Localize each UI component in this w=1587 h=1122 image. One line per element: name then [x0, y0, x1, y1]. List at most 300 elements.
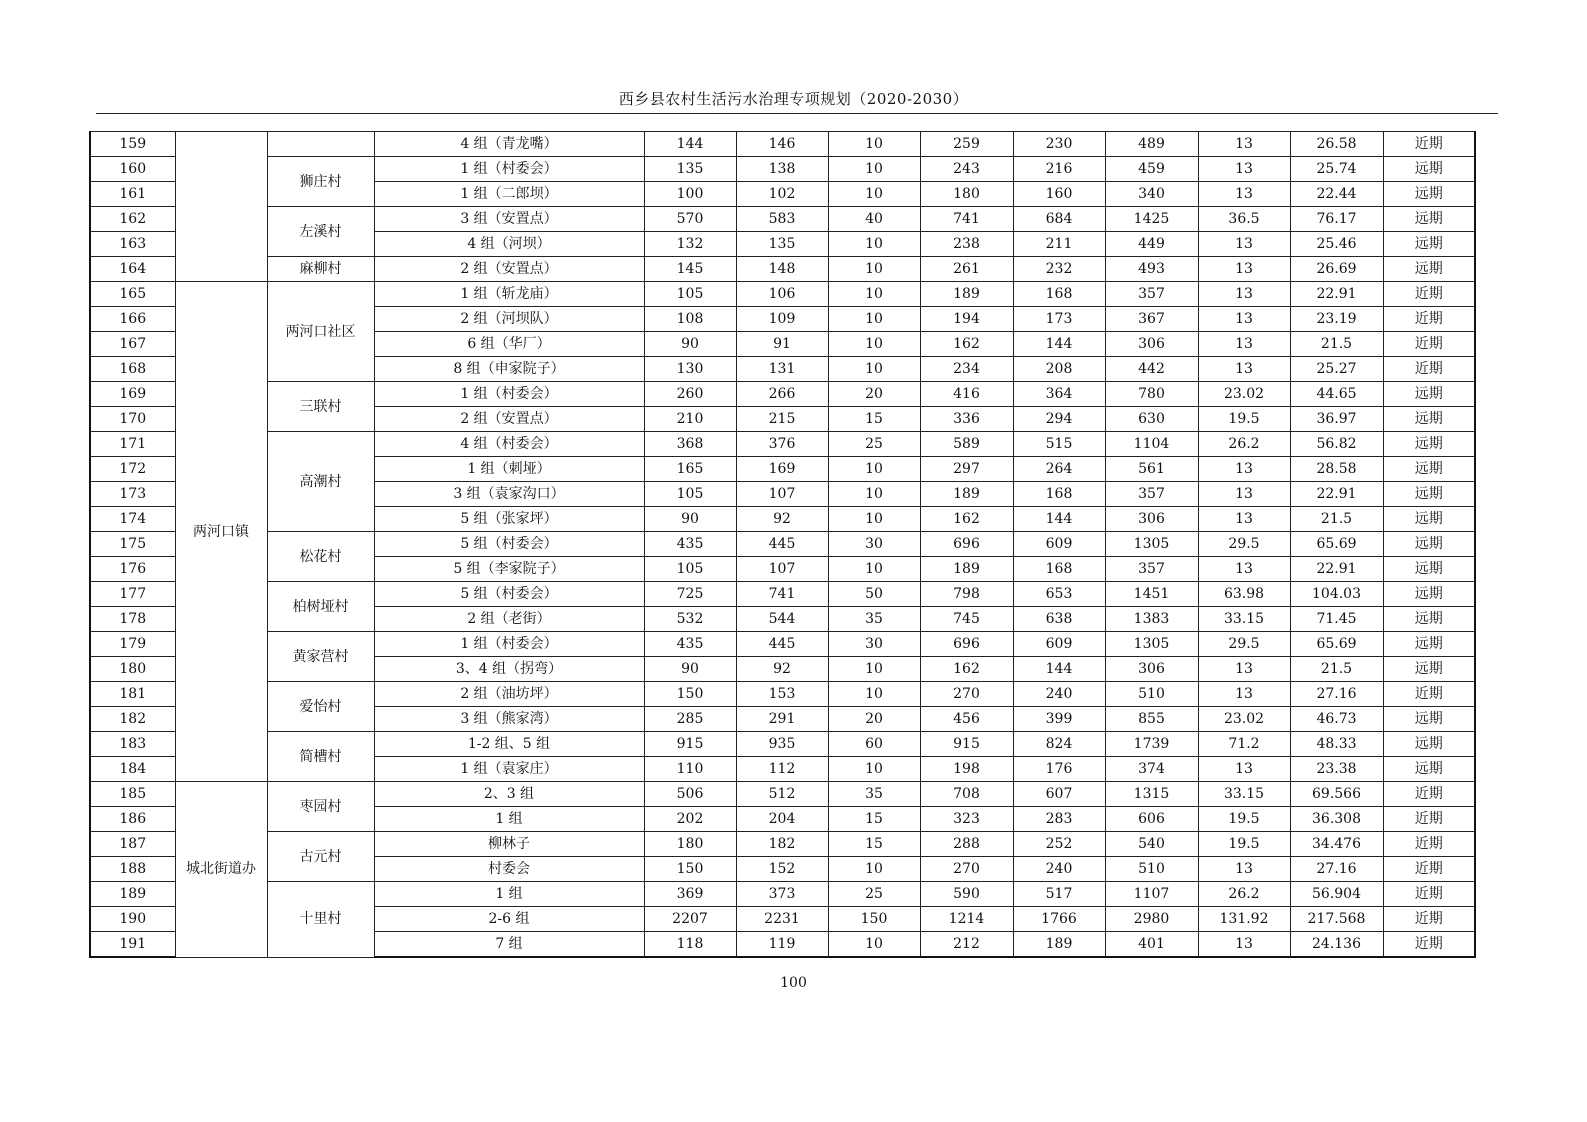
row-number-cell: 185	[90, 782, 175, 807]
value-cell: 132	[644, 232, 736, 257]
table-row	[90, 882, 1475, 907]
value-cell: 368	[644, 432, 736, 457]
value-cell: 107	[736, 482, 828, 507]
value-cell: 23.19	[1290, 307, 1383, 332]
value-cell: 10	[828, 132, 920, 157]
group-cell: 1-2 组、5 组	[374, 732, 644, 757]
value-cell: 22.44	[1290, 182, 1383, 207]
group-cell: 2 组（油坊坪）	[374, 682, 644, 707]
value-cell: 208	[1013, 357, 1105, 382]
value-cell: 266	[736, 382, 828, 407]
value-cell: 340	[1105, 182, 1198, 207]
row-number-cell: 165	[90, 282, 175, 307]
group-cell: 2 组（安置点）	[374, 407, 644, 432]
value-cell: 708	[920, 782, 1013, 807]
row-number-cell: 176	[90, 557, 175, 582]
value-cell: 510	[1105, 682, 1198, 707]
value-cell: 540	[1105, 832, 1198, 857]
value-cell: 512	[736, 782, 828, 807]
value-cell: 10	[828, 257, 920, 282]
value-cell: 162	[920, 507, 1013, 532]
value-cell: 230	[1013, 132, 1105, 157]
term-cell: 远期	[1383, 407, 1475, 432]
term-cell: 远期	[1383, 607, 1475, 632]
group-cell: 1 组（刺垭）	[374, 457, 644, 482]
value-cell: 144	[1013, 657, 1105, 682]
value-cell: 22.91	[1290, 557, 1383, 582]
value-cell: 13	[1198, 257, 1290, 282]
value-cell: 13	[1198, 157, 1290, 182]
value-cell: 13	[1198, 357, 1290, 382]
value-cell: 13	[1198, 232, 1290, 257]
value-cell: 26.2	[1198, 432, 1290, 457]
value-cell: 583	[736, 207, 828, 232]
value-cell: 135	[736, 232, 828, 257]
value-cell: 56.904	[1290, 882, 1383, 907]
value-cell: 173	[1013, 307, 1105, 332]
village-cell: 高潮村	[267, 432, 374, 532]
value-cell: 270	[920, 857, 1013, 882]
value-cell: 109	[736, 307, 828, 332]
village-cell: 三联村	[267, 382, 374, 432]
row-number-cell: 167	[90, 332, 175, 357]
value-cell: 364	[1013, 382, 1105, 407]
value-cell: 1214	[920, 907, 1013, 932]
value-cell: 243	[920, 157, 1013, 182]
value-cell: 138	[736, 157, 828, 182]
value-cell: 23.38	[1290, 757, 1383, 782]
value-cell: 107	[736, 557, 828, 582]
value-cell: 202	[644, 807, 736, 832]
value-cell: 435	[644, 532, 736, 557]
value-cell: 180	[920, 182, 1013, 207]
value-cell: 684	[1013, 207, 1105, 232]
value-cell: 517	[1013, 882, 1105, 907]
value-cell: 118	[644, 932, 736, 958]
value-cell: 25.74	[1290, 157, 1383, 182]
value-cell: 10	[828, 157, 920, 182]
value-cell: 13	[1198, 482, 1290, 507]
value-cell: 25.46	[1290, 232, 1383, 257]
term-cell: 远期	[1383, 457, 1475, 482]
value-cell: 13	[1198, 182, 1290, 207]
value-cell: 211	[1013, 232, 1105, 257]
value-cell: 294	[1013, 407, 1105, 432]
term-cell: 近期	[1383, 857, 1475, 882]
term-cell: 远期	[1383, 757, 1475, 782]
value-cell: 19.5	[1198, 832, 1290, 857]
value-cell: 160	[1013, 182, 1105, 207]
value-cell: 336	[920, 407, 1013, 432]
table-body	[90, 132, 1475, 958]
value-cell: 10	[828, 232, 920, 257]
term-cell: 远期	[1383, 382, 1475, 407]
value-cell: 50	[828, 582, 920, 607]
value-cell: 10	[828, 657, 920, 682]
value-cell: 36.308	[1290, 807, 1383, 832]
value-cell: 915	[920, 732, 1013, 757]
value-cell: 22.91	[1290, 482, 1383, 507]
value-cell: 297	[920, 457, 1013, 482]
value-cell: 29.5	[1198, 632, 1290, 657]
value-cell: 544	[736, 607, 828, 632]
value-cell: 92	[736, 657, 828, 682]
value-cell: 35	[828, 607, 920, 632]
group-cell: 2、3 组	[374, 782, 644, 807]
value-cell: 1383	[1105, 607, 1198, 632]
row-number-cell: 174	[90, 507, 175, 532]
value-cell: 1305	[1105, 632, 1198, 657]
value-cell: 27.16	[1290, 682, 1383, 707]
value-cell: 13	[1198, 457, 1290, 482]
value-cell: 21.5	[1290, 332, 1383, 357]
value-cell: 215	[736, 407, 828, 432]
value-cell: 607	[1013, 782, 1105, 807]
row-number-cell: 159	[90, 132, 175, 157]
row-number-cell: 182	[90, 707, 175, 732]
village-cell: 柏树垭村	[267, 582, 374, 632]
term-cell: 远期	[1383, 257, 1475, 282]
value-cell: 323	[920, 807, 1013, 832]
group-cell: 5 组（李家院子）	[374, 557, 644, 582]
value-cell: 144	[1013, 332, 1105, 357]
value-cell: 264	[1013, 457, 1105, 482]
group-cell: 4 组（村委会）	[374, 432, 644, 457]
value-cell: 56.82	[1290, 432, 1383, 457]
table-row	[90, 132, 1475, 157]
value-cell: 25	[828, 882, 920, 907]
group-cell: 1 组（村委会）	[374, 632, 644, 657]
value-cell: 204	[736, 807, 828, 832]
value-cell: 13	[1198, 332, 1290, 357]
value-cell: 162	[920, 332, 1013, 357]
value-cell: 189	[1013, 932, 1105, 958]
value-cell: 65.69	[1290, 632, 1383, 657]
term-cell: 近期	[1383, 332, 1475, 357]
term-cell: 近期	[1383, 682, 1475, 707]
value-cell: 44.65	[1290, 382, 1383, 407]
value-cell: 15	[828, 832, 920, 857]
table-row	[90, 257, 1475, 282]
value-cell: 30	[828, 632, 920, 657]
value-cell: 216	[1013, 157, 1105, 182]
term-cell: 远期	[1383, 182, 1475, 207]
value-cell: 90	[644, 507, 736, 532]
value-cell: 261	[920, 257, 1013, 282]
value-cell: 104.03	[1290, 582, 1383, 607]
row-number-cell: 175	[90, 532, 175, 557]
row-number-cell: 170	[90, 407, 175, 432]
value-cell: 13	[1198, 857, 1290, 882]
value-cell: 168	[1013, 557, 1105, 582]
value-cell: 22.91	[1290, 282, 1383, 307]
value-cell: 232	[1013, 257, 1105, 282]
group-cell: 2 组（老街）	[374, 607, 644, 632]
value-cell: 532	[644, 607, 736, 632]
term-cell: 远期	[1383, 432, 1475, 457]
value-cell: 234	[920, 357, 1013, 382]
value-cell: 168	[1013, 482, 1105, 507]
term-cell: 近期	[1383, 782, 1475, 807]
value-cell: 374	[1105, 757, 1198, 782]
value-cell: 609	[1013, 532, 1105, 557]
row-number-cell: 177	[90, 582, 175, 607]
value-cell: 1739	[1105, 732, 1198, 757]
row-number-cell: 190	[90, 907, 175, 932]
group-cell: 4 组（河坝）	[374, 232, 644, 257]
row-number-cell: 181	[90, 682, 175, 707]
value-cell: 189	[920, 482, 1013, 507]
value-cell: 13	[1198, 932, 1290, 958]
value-cell: 376	[736, 432, 828, 457]
value-cell: 306	[1105, 657, 1198, 682]
value-cell: 1425	[1105, 207, 1198, 232]
row-number-cell: 169	[90, 382, 175, 407]
value-cell: 506	[644, 782, 736, 807]
value-cell: 489	[1105, 132, 1198, 157]
group-cell: 1 组	[374, 807, 644, 832]
value-cell: 46.73	[1290, 707, 1383, 732]
value-cell: 105	[644, 557, 736, 582]
value-cell: 456	[920, 707, 1013, 732]
value-cell: 21.5	[1290, 507, 1383, 532]
term-cell: 远期	[1383, 732, 1475, 757]
value-cell: 1305	[1105, 532, 1198, 557]
value-cell: 76.17	[1290, 207, 1383, 232]
value-cell: 150	[828, 907, 920, 932]
table-row	[90, 732, 1475, 757]
value-cell: 10	[828, 457, 920, 482]
value-cell: 33.15	[1198, 782, 1290, 807]
value-cell: 357	[1105, 482, 1198, 507]
term-cell: 远期	[1383, 582, 1475, 607]
value-cell: 13	[1198, 282, 1290, 307]
term-cell: 近期	[1383, 307, 1475, 332]
group-cell: 村委会	[374, 857, 644, 882]
value-cell: 180	[644, 832, 736, 857]
value-cell: 10	[828, 182, 920, 207]
value-cell: 1766	[1013, 907, 1105, 932]
group-cell: 柳林子	[374, 832, 644, 857]
village-cell: 左溪村	[267, 207, 374, 257]
value-cell: 459	[1105, 157, 1198, 182]
value-cell: 399	[1013, 707, 1105, 732]
village-cell: 狮庄村	[267, 157, 374, 207]
term-cell: 近期	[1383, 882, 1475, 907]
village-cell	[267, 132, 374, 157]
value-cell: 27.16	[1290, 857, 1383, 882]
row-number-cell: 168	[90, 357, 175, 382]
term-cell: 远期	[1383, 557, 1475, 582]
term-cell: 远期	[1383, 632, 1475, 657]
value-cell: 150	[644, 857, 736, 882]
value-cell: 71.45	[1290, 607, 1383, 632]
value-cell: 150	[644, 682, 736, 707]
value-cell: 630	[1105, 407, 1198, 432]
value-cell: 108	[644, 307, 736, 332]
value-cell: 25	[828, 432, 920, 457]
term-cell: 近期	[1383, 132, 1475, 157]
value-cell: 13	[1198, 682, 1290, 707]
value-cell: 15	[828, 807, 920, 832]
value-cell: 35	[828, 782, 920, 807]
group-cell: 4 组（青龙嘴）	[374, 132, 644, 157]
value-cell: 26.2	[1198, 882, 1290, 907]
value-cell: 401	[1105, 932, 1198, 958]
row-number-cell: 160	[90, 157, 175, 182]
value-cell: 915	[644, 732, 736, 757]
term-cell: 远期	[1383, 157, 1475, 182]
value-cell: 105	[644, 482, 736, 507]
value-cell: 240	[1013, 682, 1105, 707]
group-cell: 5 组（张家坪）	[374, 507, 644, 532]
value-cell: 36.5	[1198, 207, 1290, 232]
value-cell: 23.02	[1198, 707, 1290, 732]
header-divider	[96, 113, 1498, 114]
row-number-cell: 184	[90, 757, 175, 782]
term-cell: 近期	[1383, 932, 1475, 958]
value-cell: 10	[828, 332, 920, 357]
value-cell: 590	[920, 882, 1013, 907]
group-cell: 1 组（村委会）	[374, 157, 644, 182]
value-cell: 435	[644, 632, 736, 657]
value-cell: 13	[1198, 657, 1290, 682]
value-cell: 146	[736, 132, 828, 157]
value-cell: 561	[1105, 457, 1198, 482]
value-cell: 19.5	[1198, 807, 1290, 832]
row-number-cell: 162	[90, 207, 175, 232]
value-cell: 252	[1013, 832, 1105, 857]
value-cell: 13	[1198, 132, 1290, 157]
value-cell: 130	[644, 357, 736, 382]
value-cell: 110	[644, 757, 736, 782]
group-cell: 2-6 组	[374, 907, 644, 932]
value-cell: 10	[828, 357, 920, 382]
value-cell: 189	[920, 557, 1013, 582]
value-cell: 13	[1198, 307, 1290, 332]
group-cell: 5 组（村委会）	[374, 532, 644, 557]
value-cell: 25.27	[1290, 357, 1383, 382]
value-cell: 741	[920, 207, 1013, 232]
value-cell: 13	[1198, 557, 1290, 582]
term-cell: 近期	[1383, 807, 1475, 832]
value-cell: 144	[644, 132, 736, 157]
value-cell: 105	[644, 282, 736, 307]
value-cell: 10	[828, 932, 920, 958]
value-cell: 288	[920, 832, 1013, 857]
value-cell: 357	[1105, 557, 1198, 582]
table-row	[90, 207, 1475, 232]
term-cell: 近期	[1383, 832, 1475, 857]
value-cell: 240	[1013, 857, 1105, 882]
value-cell: 21.5	[1290, 657, 1383, 682]
value-cell: 283	[1013, 807, 1105, 832]
value-cell: 725	[644, 582, 736, 607]
value-cell: 153	[736, 682, 828, 707]
value-cell: 780	[1105, 382, 1198, 407]
value-cell: 10	[828, 857, 920, 882]
table-row	[90, 532, 1475, 557]
value-cell: 30	[828, 532, 920, 557]
row-number-cell: 188	[90, 857, 175, 882]
value-cell: 148	[736, 257, 828, 282]
group-cell: 1 组（二郎坝）	[374, 182, 644, 207]
value-cell: 24.136	[1290, 932, 1383, 958]
group-cell: 3 组（安置点）	[374, 207, 644, 232]
sewage-plan-table	[89, 131, 1476, 958]
table-row	[90, 832, 1475, 857]
value-cell: 369	[644, 882, 736, 907]
value-cell: 515	[1013, 432, 1105, 457]
group-cell: 2 组（河坝队）	[374, 307, 644, 332]
value-cell: 217.568	[1290, 907, 1383, 932]
row-number-cell: 164	[90, 257, 175, 282]
value-cell: 449	[1105, 232, 1198, 257]
row-number-cell: 161	[90, 182, 175, 207]
term-cell: 远期	[1383, 657, 1475, 682]
row-number-cell: 183	[90, 732, 175, 757]
term-cell: 近期	[1383, 907, 1475, 932]
value-cell: 69.566	[1290, 782, 1383, 807]
row-number-cell: 166	[90, 307, 175, 332]
value-cell: 589	[920, 432, 1013, 457]
value-cell: 2980	[1105, 907, 1198, 932]
row-number-cell: 186	[90, 807, 175, 832]
value-cell: 855	[1105, 707, 1198, 732]
value-cell: 145	[644, 257, 736, 282]
value-cell: 19.5	[1198, 407, 1290, 432]
value-cell: 798	[920, 582, 1013, 607]
term-cell: 远期	[1383, 232, 1475, 257]
value-cell: 63.98	[1198, 582, 1290, 607]
group-cell: 3、4 组（拐弯）	[374, 657, 644, 682]
term-cell: 远期	[1383, 207, 1475, 232]
value-cell: 102	[736, 182, 828, 207]
term-cell: 近期	[1383, 282, 1475, 307]
town-cell: 两河口镇	[175, 282, 267, 782]
value-cell: 10	[828, 507, 920, 532]
value-cell: 71.2	[1198, 732, 1290, 757]
value-cell: 357	[1105, 282, 1198, 307]
value-cell: 212	[920, 932, 1013, 958]
value-cell: 10	[828, 682, 920, 707]
value-cell: 935	[736, 732, 828, 757]
value-cell: 10	[828, 482, 920, 507]
value-cell: 28.58	[1290, 457, 1383, 482]
village-cell: 古元村	[267, 832, 374, 882]
value-cell: 169	[736, 457, 828, 482]
table-row	[90, 782, 1475, 807]
value-cell: 13	[1198, 757, 1290, 782]
value-cell: 36.97	[1290, 407, 1383, 432]
value-cell: 285	[644, 707, 736, 732]
value-cell: 745	[920, 607, 1013, 632]
village-cell: 黄家营村	[267, 632, 374, 682]
row-number-cell: 173	[90, 482, 175, 507]
group-cell: 1 组（村委会）	[374, 382, 644, 407]
group-cell: 6 组（华厂）	[374, 332, 644, 357]
value-cell: 182	[736, 832, 828, 857]
row-number-cell: 179	[90, 632, 175, 657]
value-cell: 119	[736, 932, 828, 958]
value-cell: 33.15	[1198, 607, 1290, 632]
value-cell: 493	[1105, 257, 1198, 282]
village-cell: 麻柳村	[267, 257, 374, 282]
group-cell: 2 组（安置点）	[374, 257, 644, 282]
group-cell: 5 组（村委会）	[374, 582, 644, 607]
value-cell: 91	[736, 332, 828, 357]
value-cell: 198	[920, 757, 1013, 782]
